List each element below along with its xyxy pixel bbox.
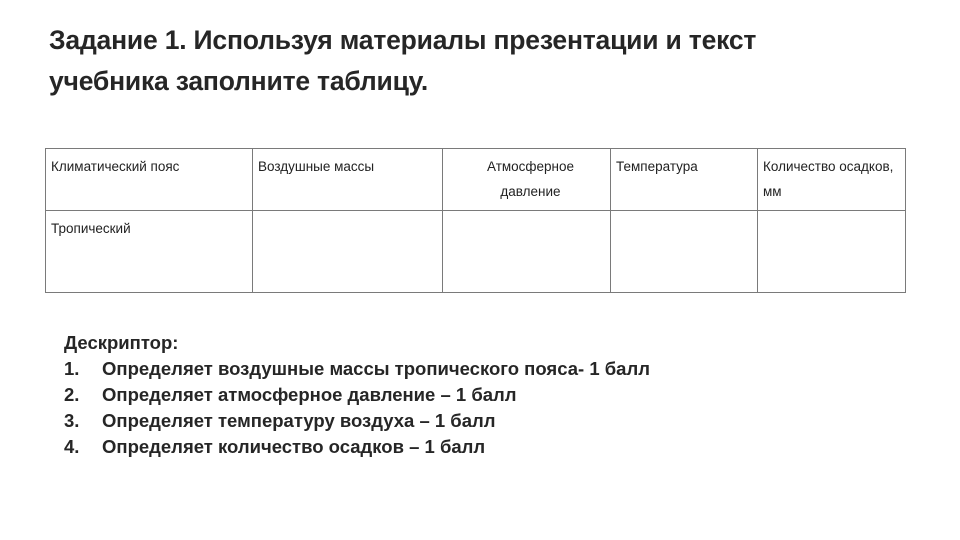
cell-pressure[interactable] xyxy=(443,211,611,293)
task-title-line-1: Задание 1. Используя материалы презентации и текст xyxy=(49,25,757,55)
header-pressure: Атмосферное давление xyxy=(443,149,611,211)
climate-table xyxy=(45,148,906,293)
list-item xyxy=(64,434,884,460)
cell-precipitation[interactable] xyxy=(758,211,906,293)
task-title-line-2: учебника заполните таблицу. xyxy=(49,66,429,96)
list-item-number: 2. xyxy=(64,384,80,405)
list-item-text: Определяет воздушные массы тропического пояса- 1 балл xyxy=(102,358,650,379)
list-item xyxy=(64,356,884,382)
list-item-text: Определяет температуру воздуха – 1 балл xyxy=(102,410,496,431)
header-precipitation: Количество осадков, мм xyxy=(758,149,906,211)
header-temperature: Температура xyxy=(611,149,758,211)
descriptor-heading: Дескриптор: xyxy=(64,332,179,353)
list-item xyxy=(64,382,884,408)
list-item-number: 4. xyxy=(64,436,80,457)
cell-temperature[interactable] xyxy=(611,211,758,293)
table-header-row xyxy=(46,149,906,211)
header-air-masses: Воздушные массы xyxy=(253,149,443,211)
list-item-text: Определяет атмосферное давление – 1 балл xyxy=(102,384,517,405)
descriptor-block xyxy=(64,330,884,460)
list-item-text: Определяет количество осадков – 1 балл xyxy=(102,436,486,457)
list-item xyxy=(64,408,884,434)
table-row xyxy=(46,211,906,293)
task-title xyxy=(49,20,889,102)
header-climate-zone: Климатический пояс xyxy=(46,149,253,211)
list-item-number: 3. xyxy=(64,410,80,431)
cell-air-masses[interactable] xyxy=(253,211,443,293)
cell-climate-zone: Тропический xyxy=(46,211,253,293)
list-item-number: 1. xyxy=(64,358,80,379)
descriptor-list xyxy=(64,356,884,460)
